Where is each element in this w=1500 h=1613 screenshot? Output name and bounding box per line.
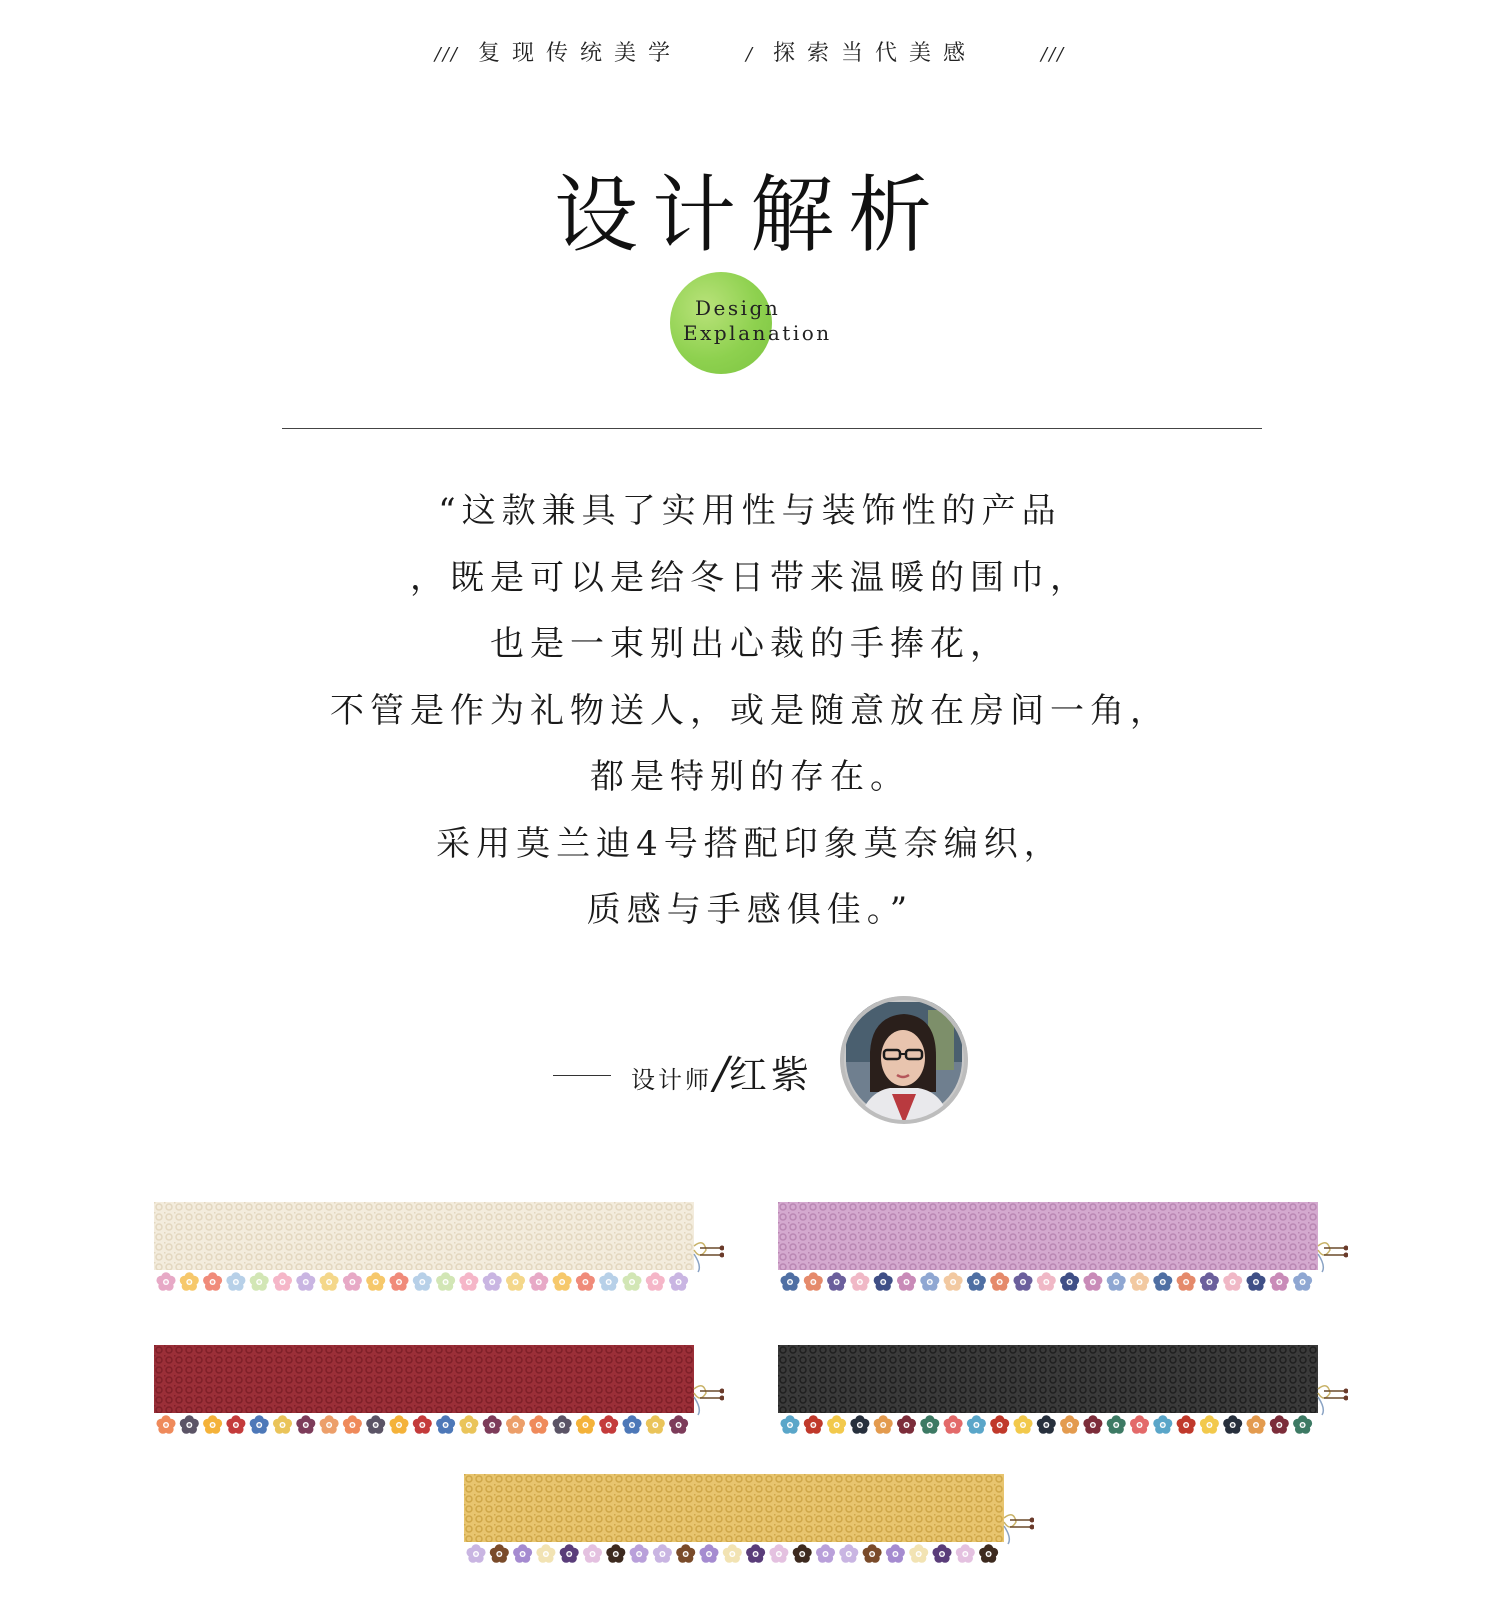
flower-icon	[1246, 1272, 1265, 1291]
flower-icon	[413, 1415, 432, 1434]
flower-icon	[536, 1544, 555, 1563]
flower-icon	[180, 1272, 199, 1291]
quote-line: ，既是可以是给冬日带来温暖的围巾，	[410, 557, 1090, 598]
quote-line: 不管是作为礼物送人，或是随意放在房间一角，	[330, 690, 1170, 731]
flower-icon	[920, 1272, 939, 1291]
flower-icon	[746, 1544, 765, 1563]
flower-icon	[466, 1544, 485, 1563]
flower-icon	[839, 1544, 858, 1563]
flower-icon	[653, 1544, 672, 1563]
flower-icon	[863, 1544, 882, 1563]
flower-icon	[1270, 1415, 1289, 1434]
scarf-tie-icon	[1318, 1243, 1348, 1272]
badge-line-design: Design	[695, 296, 781, 320]
flower-icon	[1246, 1415, 1265, 1434]
flower-icon	[226, 1272, 245, 1291]
flower-icon	[459, 1415, 478, 1434]
flower-icon	[576, 1272, 595, 1291]
flower-icon	[990, 1415, 1009, 1434]
flower-icon	[1153, 1415, 1172, 1434]
flower-icon	[483, 1272, 502, 1291]
flower-icon	[1130, 1415, 1149, 1434]
scarf-cream-image	[154, 1202, 724, 1312]
flower-icon	[296, 1415, 315, 1434]
tagline-separator: /	[745, 44, 755, 65]
scarf-charcoal-image	[778, 1345, 1348, 1455]
flower-icon	[250, 1415, 269, 1434]
flower-icon	[723, 1544, 742, 1563]
scarf-tie-icon	[1318, 1386, 1348, 1415]
tagline	[0, 36, 1500, 67]
flower-icon	[320, 1272, 339, 1291]
flower-icon	[622, 1272, 641, 1291]
flower-icon	[967, 1272, 986, 1291]
tagline-part1: 复现传统美学	[477, 41, 682, 66]
flower-icon	[1270, 1272, 1289, 1291]
flower-icon	[366, 1272, 385, 1291]
scarf-tie-icon	[1004, 1515, 1034, 1544]
flower-icon	[203, 1272, 222, 1291]
flower-icon	[553, 1415, 572, 1434]
flower-icon	[1013, 1415, 1032, 1434]
flower-icon	[850, 1272, 869, 1291]
flower-icon	[1060, 1415, 1079, 1434]
flower-icon	[804, 1415, 823, 1434]
flower-icon	[389, 1272, 408, 1291]
flower-icon	[1107, 1415, 1126, 1434]
flower-icon	[436, 1272, 455, 1291]
flower-icon	[967, 1415, 986, 1434]
flower-icon	[669, 1272, 688, 1291]
scarf-lilac	[778, 1202, 1348, 1312]
flower-icon	[956, 1544, 975, 1563]
flower-icon	[1223, 1272, 1242, 1291]
flower-icon	[699, 1544, 718, 1563]
flower-icon	[250, 1272, 269, 1291]
flower-icon	[990, 1272, 1009, 1291]
flower-icon	[1200, 1415, 1219, 1434]
flower-icon	[606, 1544, 625, 1563]
flower-icon	[850, 1415, 869, 1434]
flower-icon	[583, 1544, 602, 1563]
scarf-tie-icon	[694, 1386, 724, 1415]
flower-icon	[1037, 1415, 1056, 1434]
flower-icon	[1293, 1272, 1312, 1291]
scarf-cream	[154, 1202, 724, 1312]
flower-icon	[529, 1272, 548, 1291]
flower-icon	[630, 1544, 649, 1563]
flower-icon	[320, 1415, 339, 1434]
quote-line: 质感与手感俱佳。”	[586, 890, 914, 930]
flower-icon	[676, 1544, 695, 1563]
flower-icon	[436, 1415, 455, 1434]
flower-icon	[203, 1415, 222, 1434]
flower-icon	[1293, 1415, 1312, 1434]
quote-line: 都是特别的存在。	[590, 757, 910, 797]
flower-icon	[1130, 1272, 1149, 1291]
flower-icon	[622, 1415, 641, 1434]
flower-icon	[909, 1544, 928, 1563]
scarf-mustard-image	[464, 1474, 1034, 1584]
flower-icon	[413, 1272, 432, 1291]
flower-icon	[1107, 1272, 1126, 1291]
flower-icon	[180, 1415, 199, 1434]
flower-icon	[156, 1272, 175, 1291]
flower-icon	[646, 1415, 665, 1434]
avatar-portrait	[840, 996, 968, 1124]
flower-icon	[1177, 1272, 1196, 1291]
flower-icon	[780, 1272, 799, 1291]
flower-icon	[459, 1272, 478, 1291]
flower-icon	[769, 1544, 788, 1563]
flower-icon	[920, 1415, 939, 1434]
scarf-charcoal	[778, 1345, 1348, 1455]
flower-icon	[343, 1415, 362, 1434]
designer-portrait-icon	[840, 996, 968, 1124]
flower-icon	[874, 1272, 893, 1291]
badge-label	[683, 296, 832, 346]
flower-icon	[979, 1544, 998, 1563]
flower-icon	[273, 1415, 292, 1434]
flower-icon	[1037, 1272, 1056, 1291]
signature-slash: /	[714, 1048, 729, 1099]
flower-icon	[343, 1272, 362, 1291]
flower-icon	[576, 1415, 595, 1434]
scarf-burgundy	[154, 1345, 724, 1455]
quote-line: 采用莫兰迪4号搭配印象莫奈编织，	[436, 823, 1064, 864]
scarf-tie-icon	[694, 1243, 724, 1272]
flower-icon	[560, 1544, 579, 1563]
flower-icon	[816, 1544, 835, 1563]
flower-icon	[1083, 1415, 1102, 1434]
page-title: 设计解析	[553, 166, 946, 264]
quote-line: “这款兼具了实用性与装饰性的产品	[438, 491, 1062, 531]
flower-icon	[599, 1272, 618, 1291]
flower-icon	[529, 1415, 548, 1434]
flower-icon	[1060, 1272, 1079, 1291]
scarf-lilac-image	[778, 1202, 1348, 1312]
signature-name: 红紫	[728, 1053, 813, 1097]
flower-icon	[646, 1272, 665, 1291]
flower-icon	[804, 1272, 823, 1291]
flower-icon	[366, 1415, 385, 1434]
flower-icon	[156, 1415, 175, 1434]
flower-icon	[1223, 1415, 1242, 1434]
flower-icon	[1083, 1272, 1102, 1291]
flower-icon	[932, 1544, 951, 1563]
flower-icon	[874, 1415, 893, 1434]
flower-icon	[1177, 1415, 1196, 1434]
flower-icon	[1153, 1272, 1172, 1291]
flower-icon	[780, 1415, 799, 1434]
flower-icon	[513, 1544, 532, 1563]
flower-icon	[827, 1272, 846, 1291]
flower-icon	[553, 1272, 572, 1291]
flower-icon	[944, 1415, 963, 1434]
designer-quote	[0, 478, 1500, 944]
tagline-suffix: ///	[1041, 44, 1066, 65]
tagline-prefix: ///	[434, 44, 459, 65]
flower-icon	[669, 1415, 688, 1434]
flower-icon	[793, 1544, 812, 1563]
badge-line-explanation: Explanation	[683, 321, 832, 345]
flower-icon	[506, 1272, 525, 1291]
signature-role: 设计师	[631, 1066, 712, 1094]
flower-icon	[1200, 1272, 1219, 1291]
flower-icon	[506, 1415, 525, 1434]
flower-icon	[296, 1272, 315, 1291]
flower-icon	[897, 1415, 916, 1434]
flower-icon	[1013, 1272, 1032, 1291]
flower-icon	[599, 1415, 618, 1434]
flower-icon	[944, 1272, 963, 1291]
flower-icon	[886, 1544, 905, 1563]
signature-dash	[553, 1075, 611, 1076]
scarf-mustard	[464, 1474, 1034, 1584]
flower-icon	[827, 1415, 846, 1434]
flower-icon	[226, 1415, 245, 1434]
tagline-part2: 探索当代美感	[773, 41, 978, 66]
flower-icon	[897, 1272, 916, 1291]
flower-icon	[273, 1272, 292, 1291]
flower-icon	[483, 1415, 502, 1434]
scarf-burgundy-image	[154, 1345, 724, 1455]
flower-icon	[389, 1415, 408, 1434]
designer-signature	[553, 1044, 813, 1099]
flower-icon	[490, 1544, 509, 1563]
quote-line: 也是一束别出心裁的手捧花，	[490, 624, 1010, 664]
section-divider	[282, 428, 1262, 429]
